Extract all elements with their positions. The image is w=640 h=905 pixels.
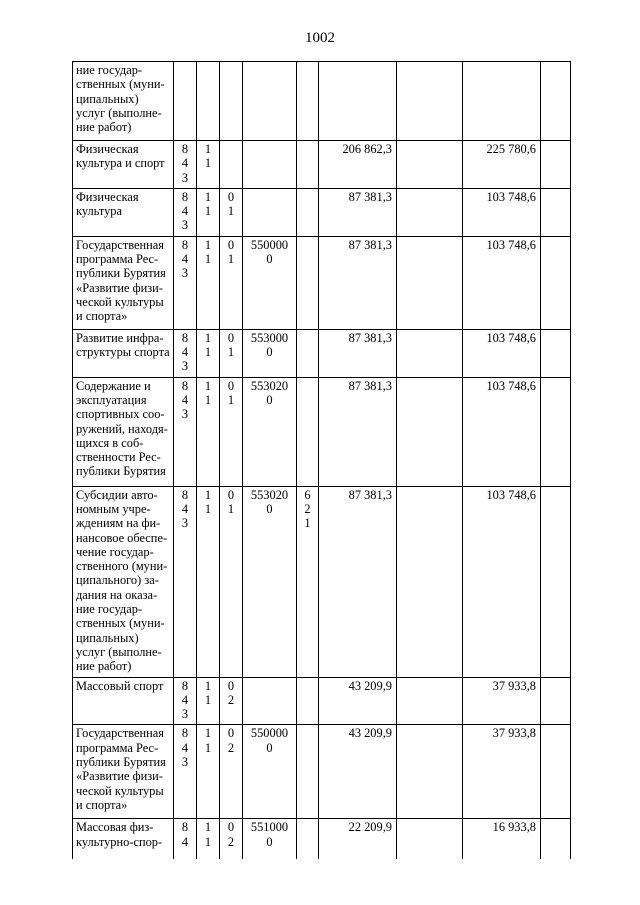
pr-line: 0	[227, 189, 235, 204]
name-line: услуг (выполне-	[76, 105, 162, 120]
vr-cell	[297, 62, 319, 141]
pr-line: 1	[227, 501, 235, 516]
name-cell	[73, 236, 174, 329]
sum1-value: 87 381,3	[348, 378, 392, 393]
csr-line: 0	[266, 392, 273, 407]
pr-cell	[220, 677, 243, 725]
pr-line: 0	[227, 330, 235, 345]
name-line: ческой культуры	[76, 783, 164, 798]
empty-cell	[397, 188, 463, 236]
table-row	[73, 141, 571, 189]
glava-line: 8	[181, 820, 189, 835]
glava-line: 4	[181, 392, 189, 407]
name-line: эксплуатация	[76, 392, 147, 407]
rz-line: 1	[204, 378, 212, 393]
sum1-cell	[319, 486, 397, 677]
sum1-cell	[319, 377, 397, 486]
name-line: услуг (выполне-	[76, 644, 162, 659]
glava-line: 4	[181, 252, 189, 267]
sum2-value: 37 933,8	[492, 726, 536, 741]
glava-line: 8	[181, 678, 189, 693]
glava-line: 4	[181, 834, 189, 849]
rz-line: 1	[204, 252, 212, 267]
csr-cell	[243, 141, 297, 189]
csr-cell	[243, 62, 297, 141]
csr-cell	[243, 819, 297, 859]
name-cell	[73, 62, 174, 141]
glava-line: 3	[181, 170, 189, 185]
glava-line: 3	[181, 359, 189, 374]
pr-line: 1	[227, 345, 235, 360]
glava-line: 3	[181, 755, 189, 770]
sum2-cell	[463, 141, 541, 189]
table-row	[73, 725, 571, 819]
sum1-cell	[319, 677, 397, 725]
rz-cell	[197, 329, 220, 377]
table-row	[73, 188, 571, 236]
glava-cell	[174, 329, 197, 377]
glava-line: 4	[181, 156, 189, 171]
sum2-value: 103 748,6	[486, 237, 536, 252]
sum1-value: 87 381,3	[348, 189, 392, 204]
name-line: и спорта»	[76, 797, 128, 812]
sum1-value: 206 862,3	[342, 142, 392, 156]
name-line: ружений, находя-	[76, 421, 168, 436]
sum1-cell	[319, 62, 397, 141]
name-line: ние работ)	[76, 120, 132, 135]
table-row	[73, 819, 571, 859]
rz-line: 1	[204, 392, 212, 407]
sum2-value: 37 933,8	[492, 678, 536, 693]
glava-line: 8	[181, 330, 189, 345]
pr-line: 0	[227, 678, 235, 693]
empty-cell	[397, 62, 463, 141]
rz-cell	[197, 486, 220, 677]
pr-line: 0	[227, 237, 235, 252]
sum2-cell	[463, 62, 541, 141]
csr-line: 553000	[250, 330, 289, 345]
glava-line: 8	[181, 487, 189, 502]
table-row	[73, 236, 571, 329]
name-line: ние государ-	[76, 63, 143, 77]
sum1-value: 87 381,3	[348, 237, 392, 252]
rz-line: 1	[204, 345, 212, 360]
rz-cell	[197, 236, 220, 329]
empty-cell	[541, 329, 571, 377]
csr-cell	[243, 677, 297, 725]
empty-cell	[541, 377, 571, 486]
csr-line: 550000	[250, 237, 289, 252]
rz-cell	[197, 677, 220, 725]
glava-line: 4	[181, 692, 189, 707]
name-line: номным учре-	[76, 501, 151, 516]
vr-line: 1	[304, 516, 311, 531]
rz-cell	[197, 377, 220, 486]
vr-line: 6	[304, 487, 311, 502]
glava-cell	[174, 377, 197, 486]
csr-line: 0	[266, 740, 273, 755]
page-number: 1002	[305, 30, 335, 46]
table-row	[73, 677, 571, 725]
rz-line: 1	[204, 820, 212, 835]
empty-cell	[397, 236, 463, 329]
glava-cell	[174, 486, 197, 677]
rz-line: 1	[204, 142, 212, 156]
glava-line: 3	[181, 218, 189, 233]
name-line: дания на оказа-	[76, 587, 158, 602]
sum2-value: 103 748,6	[486, 487, 536, 502]
name-line: Физическая	[76, 142, 139, 156]
name-line: ственных (муни-	[76, 77, 165, 92]
rz-cell	[197, 725, 220, 819]
name-line: Массовый спорт	[76, 678, 164, 693]
rz-line: 1	[204, 834, 212, 849]
sum1-cell	[319, 188, 397, 236]
empty-cell	[541, 188, 571, 236]
sum2-value: 16 933,8	[492, 820, 536, 835]
vr-cell	[297, 141, 319, 189]
glava-cell	[174, 188, 197, 236]
rz-cell	[197, 188, 220, 236]
name-line: ципального) за-	[76, 573, 159, 588]
rz-line: 1	[204, 487, 212, 502]
glava-line: 4	[181, 204, 189, 219]
sum2-cell	[463, 236, 541, 329]
pr-line: 0	[227, 487, 235, 502]
glava-line: 4	[181, 501, 189, 516]
name-line: Развитие инфра-	[76, 330, 164, 345]
sum1-value: 22 209,9	[348, 820, 392, 835]
rz-line: 1	[204, 692, 212, 707]
empty-cell	[397, 377, 463, 486]
glava-line: 8	[181, 237, 189, 252]
name-line: публики Бурятия	[76, 266, 166, 281]
sum1-value: 87 381,3	[348, 330, 392, 345]
csr-cell	[243, 725, 297, 819]
sum1-cell	[319, 819, 397, 859]
glava-cell	[174, 236, 197, 329]
glava-line: 8	[181, 142, 189, 156]
name-line: Массовая физ-	[76, 820, 154, 835]
table-row	[73, 62, 571, 141]
pr-line: 1	[227, 392, 235, 407]
csr-line: 0	[266, 501, 273, 516]
glava-line: 4	[181, 740, 189, 755]
name-line: публики Бурятия	[76, 464, 166, 479]
name-line: программа Рес-	[76, 252, 159, 267]
empty-cell	[541, 725, 571, 819]
name-line: ственных (муни-	[76, 616, 165, 631]
empty-cell	[541, 486, 571, 677]
vr-cell	[297, 486, 319, 677]
rz-line: 1	[204, 678, 212, 693]
name-line: культура и спорт	[76, 156, 165, 171]
rz-cell	[197, 819, 220, 859]
empty-cell	[541, 677, 571, 725]
glava-cell	[174, 141, 197, 189]
sum2-value: 103 748,6	[486, 378, 536, 393]
sum2-cell	[463, 377, 541, 486]
empty-cell	[541, 141, 571, 189]
sum2-cell	[463, 329, 541, 377]
pr-cell	[220, 819, 243, 859]
pr-cell	[220, 486, 243, 677]
pr-cell	[220, 329, 243, 377]
name-line: ципальных)	[76, 630, 139, 645]
glava-cell	[174, 725, 197, 819]
pr-cell	[220, 141, 243, 189]
rz-line: 1	[204, 204, 212, 219]
name-line: ственности Рес-	[76, 450, 161, 465]
sum2-cell	[463, 819, 541, 859]
pr-line: 0	[227, 378, 235, 393]
sum1-value: 87 381,3	[348, 487, 392, 502]
vr-cell	[297, 236, 319, 329]
name-line: программа Рес-	[76, 740, 159, 755]
sum1-value: 43 209,9	[348, 726, 392, 741]
name-line: щихся в соб-	[76, 435, 144, 450]
name-line: «Развитие физи-	[76, 769, 163, 784]
vr-cell	[297, 329, 319, 377]
name-line: публики Бурятия	[76, 755, 166, 770]
name-line: и спорта»	[76, 309, 128, 324]
name-line: структуры спорта	[76, 345, 170, 360]
name-cell	[73, 141, 174, 189]
vr-line: 2	[304, 501, 311, 516]
sum1-cell	[319, 236, 397, 329]
rz-line: 1	[204, 156, 212, 171]
csr-line: 0	[266, 834, 273, 849]
name-line: культура	[76, 204, 122, 219]
name-line: Государственная	[76, 237, 164, 252]
csr-cell	[243, 486, 297, 677]
sum2-cell	[463, 677, 541, 725]
name-line: спортивных соо-	[76, 407, 165, 422]
empty-cell	[541, 819, 571, 859]
empty-cell	[541, 62, 571, 141]
rz-line: 1	[204, 740, 212, 755]
empty-cell	[541, 236, 571, 329]
glava-cell	[174, 677, 197, 725]
vr-cell	[297, 725, 319, 819]
name-line: Физическая	[76, 189, 139, 204]
vr-cell	[297, 377, 319, 486]
csr-line: 553020	[250, 378, 289, 393]
glava-line: 4	[181, 345, 189, 360]
csr-cell	[243, 188, 297, 236]
name-line: ческой культуры	[76, 294, 164, 309]
sum1-cell	[319, 141, 397, 189]
rz-line: 1	[204, 189, 212, 204]
glava-cell	[174, 819, 197, 859]
glava-line: 3	[181, 516, 189, 531]
rz-line: 1	[204, 237, 212, 252]
pr-line: 2	[227, 834, 235, 849]
name-line: «Развитие физи-	[76, 280, 163, 295]
name-line: чение государ-	[76, 544, 154, 559]
table-row	[73, 486, 571, 677]
rz-cell	[197, 62, 220, 141]
sum1-cell	[319, 329, 397, 377]
csr-cell	[243, 329, 297, 377]
sum2-value: 103 748,6	[486, 330, 536, 345]
pr-cell	[220, 188, 243, 236]
name-line: ние работ)	[76, 659, 132, 674]
empty-cell	[397, 486, 463, 677]
sum2-value: 103 748,6	[486, 189, 536, 204]
name-line: ние государ-	[76, 602, 143, 617]
table-row	[73, 329, 571, 377]
sum2-value: 225 780,6	[486, 142, 536, 156]
empty-cell	[397, 819, 463, 859]
name-cell	[73, 677, 174, 725]
table-row	[73, 377, 571, 486]
pr-line: 0	[227, 726, 235, 741]
pr-cell	[220, 236, 243, 329]
glava-line: 3	[181, 707, 189, 722]
name-cell	[73, 819, 174, 859]
pr-line: 1	[227, 252, 235, 267]
sum2-cell	[463, 188, 541, 236]
name-cell	[73, 329, 174, 377]
sum1-cell	[319, 725, 397, 819]
rz-cell	[197, 141, 220, 189]
empty-cell	[397, 725, 463, 819]
name-line: ципальных)	[76, 91, 139, 106]
rz-line: 1	[204, 726, 212, 741]
glava-line: 3	[181, 266, 189, 281]
name-line: Содержание и	[76, 378, 151, 393]
empty-cell	[397, 677, 463, 725]
rz-line: 1	[204, 501, 212, 516]
budget-table	[72, 61, 571, 859]
sum1-value: 43 209,9	[348, 678, 392, 693]
name-cell	[73, 486, 174, 677]
empty-cell	[397, 141, 463, 189]
name-cell	[73, 725, 174, 819]
pr-cell	[220, 377, 243, 486]
pr-line: 0	[227, 820, 235, 835]
glava-line: 3	[181, 407, 189, 422]
csr-line: 551000	[250, 820, 289, 835]
pr-line: 2	[227, 692, 235, 707]
csr-line: 553020	[250, 487, 289, 502]
pr-cell	[220, 62, 243, 141]
name-line: ственного (муни-	[76, 559, 168, 574]
glava-line: 8	[181, 378, 189, 393]
vr-cell	[297, 819, 319, 859]
pr-cell	[220, 725, 243, 819]
csr-cell	[243, 377, 297, 486]
sum2-cell	[463, 725, 541, 819]
glava-line: 8	[181, 189, 189, 204]
name-line: Государственная	[76, 726, 164, 741]
csr-cell	[243, 236, 297, 329]
name-line: нансовое обеспе-	[76, 530, 168, 545]
name-line: ждениям на фи-	[76, 516, 161, 531]
pr-line: 2	[227, 740, 235, 755]
pr-line: 1	[227, 204, 235, 219]
empty-cell	[397, 329, 463, 377]
sum2-cell	[463, 486, 541, 677]
csr-line: 550000	[250, 726, 289, 741]
vr-cell	[297, 188, 319, 236]
csr-line: 0	[266, 252, 273, 267]
name-line: культурно-спор-	[76, 834, 163, 849]
csr-line: 0	[266, 345, 273, 360]
glava-line: 8	[181, 726, 189, 741]
name-cell	[73, 188, 174, 236]
vr-cell	[297, 677, 319, 725]
name-cell	[73, 377, 174, 486]
rz-line: 1	[204, 330, 212, 345]
glava-cell	[174, 62, 197, 141]
name-line: Субсидии авто-	[76, 487, 158, 502]
